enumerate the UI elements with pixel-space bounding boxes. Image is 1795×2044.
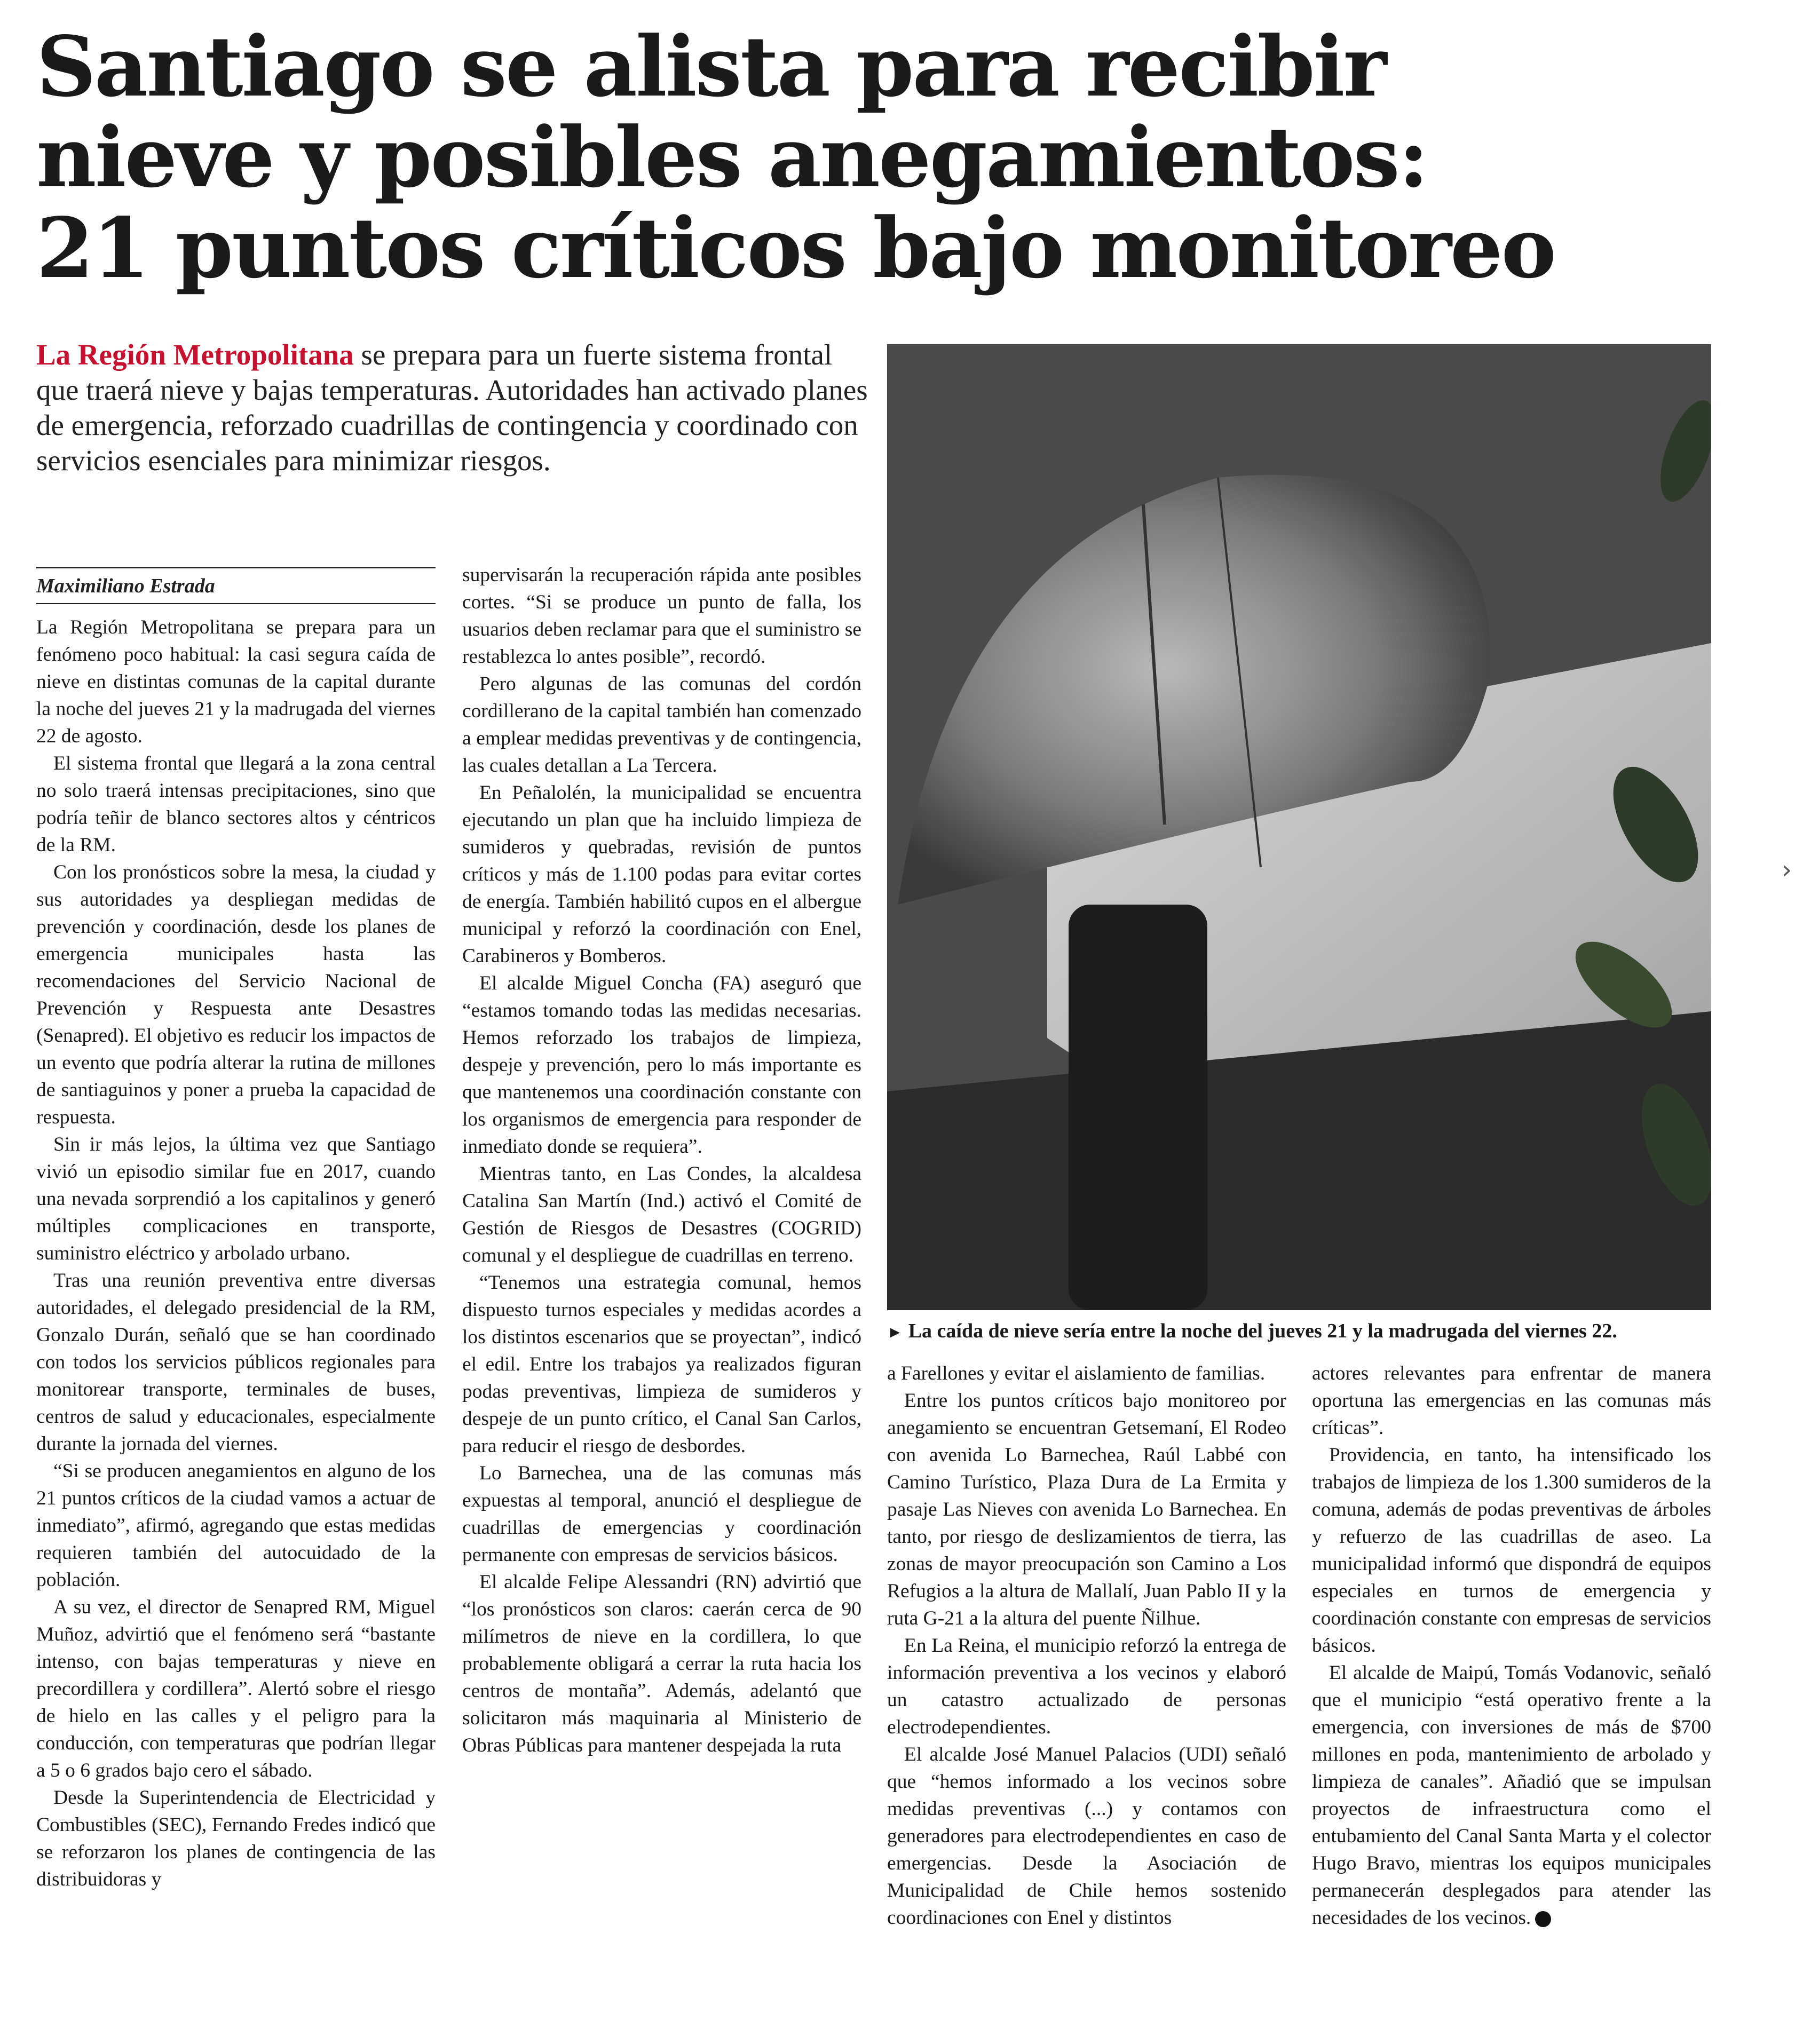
- byline-bottom-rule: [36, 603, 436, 604]
- article-paragraph: Pero algunas de las comunas del cordón cordillerano de la capital también han comenzado a emplear medidas preventivas y de contingencia, las cuales detallan a La Tercera.: [462, 673, 861, 777]
- caption-arrow-icon: ►: [887, 1324, 903, 1341]
- byline-top-rule: [36, 567, 436, 568]
- article-paragraph: El sistema frontal que llegará a la zona central no solo traerá intensas precipitaciones, sino que podría teñir de blanco sectores altos y céntricos de la RM.: [36, 752, 436, 856]
- headline-line: 21 puntos críticos bajo monitoreo: [36, 199, 1555, 297]
- end-of-article-icon: [1535, 1911, 1551, 1927]
- photo-caption: [887, 1317, 1711, 1346]
- article-paragraph: A su vez, el director de Senapred RM, Miguel Muñoz, advirtió que el fenómeno será “bastante intenso, con bajas temperaturas y nieve en precordillera y cordillera”. Alertó sobre el riesgo de hielo en las calles y el peligro para la conducción, con temperaturas que podrían llegar a 5 o 6 grados bajo cero el sábado.: [36, 1596, 436, 1781]
- article-paragraph: a Farellones y evitar el aislamiento de familias.: [887, 1362, 1266, 1384]
- article-paragraph: “Si se producen anegamientos en alguno de los 21 puntos críticos de la ciudad vamos a actuar de inmediato”, afirmó, agregando que estas medidas requieren también del autocuidado de la población.: [36, 1460, 436, 1591]
- lead-paragraph: [36, 337, 869, 478]
- headline-line: nieve y posibles anegamientos:: [36, 108, 1428, 206]
- article-paragraph: Mientras tanto, en Las Condes, la alcaldesa Catalina San Martín (Ind.) activó el Comité de Gestión de Riesgos de Desastres (COGRID) comunal y el despliegue de cuadrillas en terreno.: [462, 1163, 861, 1266]
- article-column-3: [887, 1360, 1286, 2023]
- article-paragraph: El alcalde Miguel Concha (FA) aseguró que “estamos tomando todas las medidas necesarias. Hemos reforzado los trabajos de limpieza, despeje y prevención, pero lo más importante es que mantenemos una coordinación constante con los organismos de emergencia para responder de inmediato donde se requiera”.: [462, 972, 861, 1158]
- article-column-2: [462, 561, 861, 2023]
- article-column-1: [36, 614, 436, 2023]
- article-paragraph: El alcalde Felipe Alessandri (RN) advirtió que “los pronósticos son claros: caerán cerca de 90 milímetros de nieve en la cordillera, lo que probablemente obligará a cerrar la ruta hacia los centros de montaña”. Además, adelantó que solicitaron más maquinaria al Ministerio de Obras Públicas para mantener despejada la ruta: [462, 1571, 861, 1756]
- article-paragraph: actores relevantes para enfrentar de manera oportuna las emergencias en las comunas más críticas”.: [1312, 1362, 1711, 1439]
- article-paragraph: En La Reina, el municipio reforzó la entrega de información preventiva a los vecinos y elaboró un catastro actualizado de personas electrodependientes.: [887, 1635, 1286, 1738]
- article-paragraph: El alcalde de Maipú, Tomás Vodanovic, señaló que el municipio “está operativo frente a la emergencia, con inversiones de más de $700 millones en poda, mantenimiento de arbolado y limpieza de canales”. Añadió que se impulsan proyectos de infraestructura como el entubamiento del Canal Santa Marta y el colector Hugo Bravo, mientras los equipos municipales permanecerán desplegados para atender las necesidades de los vecinos.: [1312, 1662, 1711, 1929]
- snow-umbrella-photo: [887, 344, 1711, 1310]
- article-column-4: [1312, 1360, 1711, 2023]
- lead-highlight: La Región Metropolitana: [36, 338, 354, 371]
- byline: Maximiliano Estrada: [36, 575, 215, 597]
- article-paragraph: “Tenemos una estrategia comunal, hemos dispuesto turnos especiales y medidas acordes a los distintos escenarios que se proyectan”, indicó el edil. Entre los trabajos ya realizados figuran podas preventivas, limpieza de sumideros y despeje de un punto crítico, el Canal San Carlos, para reducir el riesgo de desbordes.: [462, 1272, 861, 1457]
- next-page-arrow-icon[interactable]: ›: [1782, 855, 1792, 885]
- article-paragraph: Tras una reunión preventiva entre diversas autoridades, el delegado presidencial de la RM, Gonzalo Durán, señaló que se han coordinado con todos los servicios públicos regionales para monitorear transporte, terminales de buses, centros de salud y educacionales, especialmente durante la jornada del viernes.: [36, 1270, 436, 1455]
- article-paragraph: Sin ir más lejos, la última vez que Santiago vivió un episodio similar fue en 2017, cuando una nevada sorprendió a los capitalinos y generó múltiples complicaciones en transporte, suministro eléctrico y arbolado urbano.: [36, 1134, 436, 1264]
- article-paragraph: supervisarán la recuperación rápida ante posibles cortes. “Si se produce un punto de falla, los usuarios deben reclamar para que el suministro se restablezca lo antes posible”, recordó.: [462, 564, 861, 668]
- headline: [36, 18, 1691, 297]
- article-paragraph: El alcalde José Manuel Palacios (UDI) señaló que “hemos informado a los vecinos sobre medidas preventivas (...) y contamos con generadores para electrodependientes en caso de emergencias. Desde la Asociación de Municipalidad de Chile hemos sostenido coordinaciones con Enel y distintos: [887, 1744, 1286, 1929]
- photo-illustration: [887, 344, 1711, 1310]
- article-paragraph: La Región Metropolitana se prepara para un fenómeno poco habitual: la casi segura caída de nieve en distintas comunas de la capital durante la noche del jueves 21 y la madrugada del viernes 22 de agosto.: [36, 616, 436, 747]
- article-paragraph: Desde la Superintendencia de Electricidad y Combustibles (SEC), Fernando Fredes indicó que se reforzaron los planes de contingencia de las distribuidoras y: [36, 1787, 436, 1890]
- article-paragraph: Entre los puntos críticos bajo monitoreo por anegamiento se encuentran Getsemaní, El Rodeo con avenida Lo Barnechea, Raúl Labbé con Camino Turístico, Plaza Dura de La Ermita y pasaje Las Nieves con avenida Lo Barnechea. En tanto, por riesgo de deslizamientos de tierra, las zonas de mayor preocupación son Camino a Los Refugios a la altura de Mallalí, Juan Pablo II y la ruta G-21 a la altura del puente Ñilhue.: [887, 1390, 1286, 1629]
- lead-text: se prepara para un fuerte sistema frontal que traerá nieve y bajas temperaturas. Autoridades han activado planes de emergencia, reforzado cuadrillas de contingencia y coordinado con servicios esenciales para minimizar riesgos.: [36, 338, 868, 477]
- article-paragraph: Con los pronósticos sobre la mesa, la ciudad y sus autoridades ya despliegan medidas de prevención y coordinación, desde los planes de emergencia municipales hasta las recomendaciones del Servicio Nacional de Prevención y Respuesta ante Desastres (Senapred). El objetivo es reducir los impactos de un evento que podría alterar la rutina de millones de santiaguinos y poner a prueba la capacidad de respuesta.: [36, 861, 436, 1128]
- article-paragraph: Providencia, en tanto, ha intensificado los trabajos de limpieza de los 1.300 sumideros de la comuna, además de podas preventivas de árboles y refuerzo de las cuadrillas de aseo. La municipalidad informó que dispondrá de equipos especiales en turnos de emergencia y coordinación constante con empresas de servicios básicos.: [1312, 1444, 1711, 1657]
- headline-line: Santiago se alista para recibir: [36, 18, 1386, 115]
- article-paragraph: Lo Barnechea, una de las comunas más expuestas al temporal, anunció el despliegue de cuadrillas de emergencias y coordinación permanente con empresas de servicios básicos.: [462, 1462, 861, 1566]
- article-paragraph: En Peñalolén, la municipalidad se encuentra ejecutando un plan que ha incluido limpieza de sumideros y quebradas, revisión de puntos críticos y más de 1.100 podas para evitar cortes de energía. También habilitó cupos en el albergue municipal y reforzó la coordinación con Enel, Carabineros y Bomberos.: [462, 782, 861, 967]
- caption-text: La caída de nieve sería entre la noche del jueves 21 y la madrugada del viernes 22.: [908, 1320, 1617, 1342]
